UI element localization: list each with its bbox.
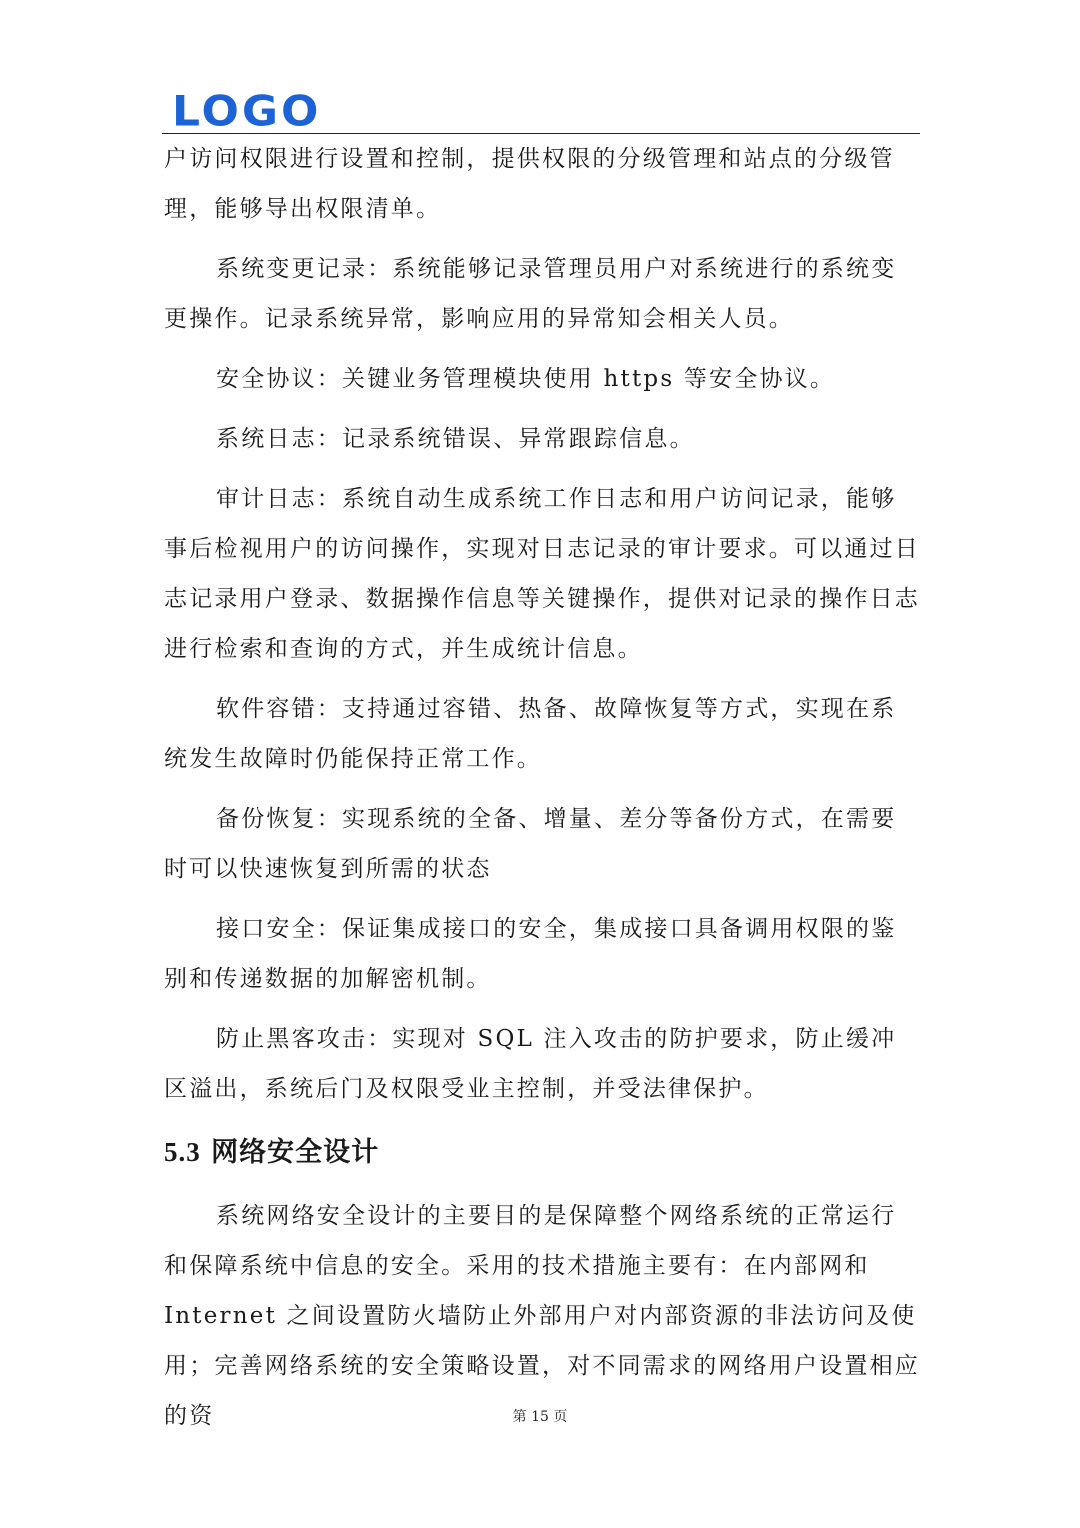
paragraph-backup-recovery: 备份恢复：实现系统的全备、增量、差分等备份方式，在需要时可以快速恢复到所需的状态: [164, 806, 897, 882]
paragraph-fault-tolerance: 软件容错：支持通过容错、热备、故障恢复等方式，实现在系统发生故障时仍能保持正常工作。: [164, 696, 897, 772]
section-heading: [164, 1132, 920, 1173]
paragraph-anti-hacking: 防止黑客攻击：实现对 SQL 注入攻击的防护要求，防止缓冲区溢出，系统后门及权限受业主控制，并受法律保护。: [164, 1026, 897, 1102]
section-title-text: 网络安全设计: [211, 1137, 380, 1168]
paragraph-interface-security: 接口安全：保证集成接口的安全，集成接口具备调用权限的鉴别和传递数据的加解密机制。: [164, 916, 897, 992]
logo: LOGO: [172, 87, 322, 136]
paragraph-security-protocol: 安全协议：关键业务管理模块使用 https 等安全协议。: [216, 366, 836, 392]
page-number: 第 15 页: [512, 1409, 568, 1425]
paragraph-network-security: 系统网络安全设计的主要目的是保障整个网络系统的正常运行和保障系统中信息的安全。采用的技术措施主要有：在内部网和 Internet 之间设置防火墙防止外部用户对内部资源的非法访问及使用；完善网络系统的安全策略设置，对不同需求的网络用户设置相应的资: [164, 1203, 920, 1429]
section-number: 5.3: [164, 1137, 201, 1167]
paragraph-continuation: 户访问权限进行设置和控制，提供权限的分级管理和站点的分级管理，能够导出权限清单。: [164, 146, 895, 222]
paragraph-audit-log: 审计日志：系统自动生成系统工作日志和用户访问记录，能够事后检视用户的访问操作，实现对日志记录的审计要求。可以通过日志记录用户登录、数据操作信息等关键操作，提供对记录的操作日志进行检索和查询的方式，并生成统计信息。: [164, 486, 920, 662]
paragraph-system-change-log: 系统变更记录：系统能够记录管理员用户对系统进行的系统变更操作。记录系统异常，影响应用的异常知会相关人员。: [164, 256, 897, 332]
page-body: [164, 134, 920, 1441]
paragraph-system-log: 系统日志：记录系统错误、异常跟踪信息。: [216, 426, 695, 452]
